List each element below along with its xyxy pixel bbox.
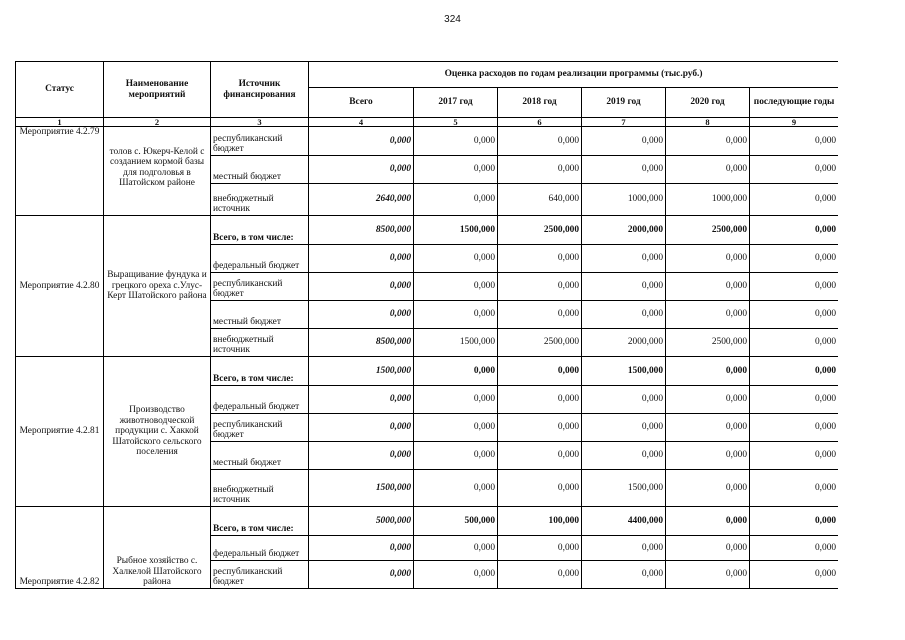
value-2020: 0,000 [666, 442, 750, 470]
value-2019: 1500,000 [582, 357, 666, 386]
funding-source-cell [211, 329, 309, 357]
value-total: 0,000 [309, 414, 414, 442]
funding-source-text: Всего, в том числе: [213, 233, 294, 244]
header-name: Наименование мероприятий [104, 62, 211, 118]
table-row [16, 357, 839, 386]
value-total: 0,000 [309, 156, 414, 184]
value-2018: 2500,000 [498, 216, 582, 245]
value-2019: 4400,000 [582, 507, 666, 536]
value-2019: 0,000 [582, 156, 666, 184]
value-total: 0,000 [309, 273, 414, 301]
value-2020: 0,000 [666, 470, 750, 507]
column-number: 6 [498, 118, 582, 127]
funding-source-cell [211, 245, 309, 273]
value-2020: 0,000 [666, 386, 750, 414]
status-cell [16, 357, 104, 507]
column-number: 4 [309, 118, 414, 127]
funding-source-cell [211, 216, 309, 245]
measure-name-text: Рыбное хозяйство с. Халкелой Шатойского района [112, 556, 202, 588]
value-2020: 0,000 [666, 156, 750, 184]
budget-table-container [15, 61, 838, 601]
value-total: 2640,000 [309, 184, 414, 216]
value-2020: 2500,000 [666, 216, 750, 245]
measure-name-cell [104, 127, 211, 216]
funding-source-cell [211, 414, 309, 442]
column-number: 3 [211, 118, 309, 127]
value-next-years: 0,000 [750, 386, 839, 414]
column-number: 5 [414, 118, 498, 127]
value-2018: 0,000 [498, 357, 582, 386]
header-2017: 2017 год [414, 88, 498, 118]
funding-source-text: внебюджетный источник [213, 193, 274, 215]
funding-source-cell [211, 442, 309, 470]
value-total: 0,000 [309, 301, 414, 329]
funding-source-cell [211, 561, 309, 589]
value-total: 0,000 [309, 561, 414, 589]
funding-source-text: республиканский бюджет [213, 419, 283, 441]
value-2020: 0,000 [666, 561, 750, 589]
value-total: 0,000 [309, 386, 414, 414]
funding-source-text: федеральный бюджет [213, 261, 300, 272]
value-total: 5000,000 [309, 507, 414, 536]
status-text: Мероприятие 4.2.82 [19, 577, 100, 588]
value-next-years: 0,000 [750, 442, 839, 470]
value-2019: 0,000 [582, 273, 666, 301]
value-total: 0,000 [309, 442, 414, 470]
value-next-years: 0,000 [750, 329, 839, 357]
table-body [16, 127, 839, 589]
value-next-years: 0,000 [750, 561, 839, 589]
measure-name-cell [104, 357, 211, 507]
table-row [16, 127, 839, 156]
value-2019: 2000,000 [582, 216, 666, 245]
status-cell [16, 216, 104, 357]
measure-name-cell [104, 507, 211, 589]
value-next-years: 0,000 [750, 414, 839, 442]
value-2017: 0,000 [414, 127, 498, 156]
funding-source-cell [211, 273, 309, 301]
value-next-years: 0,000 [750, 273, 839, 301]
value-2017: 1500,000 [414, 329, 498, 357]
value-2019: 0,000 [582, 442, 666, 470]
value-2019: 0,000 [582, 536, 666, 561]
funding-source-text: республиканский бюджет [213, 278, 283, 300]
budget-table [15, 61, 838, 589]
value-total: 0,000 [309, 127, 414, 156]
column-number: 9 [750, 118, 839, 127]
header-estimate: Оценка расходов по годам реализации программы (тыс.руб.) [309, 62, 839, 88]
status-cell [16, 127, 104, 216]
value-total: 8500,000 [309, 216, 414, 245]
funding-source-cell [211, 470, 309, 507]
table-row [16, 216, 839, 245]
value-2017: 0,000 [414, 414, 498, 442]
funding-source-cell [211, 507, 309, 536]
measure-name-text: толов с. Юкерч-Келой с созданием кормой базы для подголовья в Шатойском районе [109, 146, 205, 189]
status-text: Мероприятие 4.2.81 [19, 426, 100, 437]
value-total: 8500,000 [309, 329, 414, 357]
status-text: Мероприятие 4.2.79 [19, 127, 100, 137]
measure-name-clip [106, 127, 208, 189]
value-2018: 0,000 [498, 127, 582, 156]
value-total: 0,000 [309, 245, 414, 273]
value-2019: 2000,000 [582, 329, 666, 357]
value-2020: 0,000 [666, 273, 750, 301]
funding-source-text: внебюджетный источник [213, 334, 274, 356]
funding-source-text: республиканский бюджет [213, 566, 283, 588]
value-next-years: 0,000 [750, 184, 839, 216]
value-2018: 640,000 [498, 184, 582, 216]
measure-name-text: Выращивание фундука и грецкого ореха с.Улус-Керт Шатойского района [107, 270, 207, 302]
funding-source-cell [211, 386, 309, 414]
value-2020: 0,000 [666, 414, 750, 442]
value-2018: 0,000 [498, 156, 582, 184]
value-2018: 0,000 [498, 470, 582, 507]
header-2019: 2019 год [582, 88, 666, 118]
value-next-years: 0,000 [750, 507, 839, 536]
value-2019: 0,000 [582, 245, 666, 273]
status-cell [16, 507, 104, 589]
funding-source-text: Всего, в том числе: [213, 374, 294, 385]
value-next-years: 0,000 [750, 127, 839, 156]
column-number: 2 [104, 118, 211, 127]
value-2017: 0,000 [414, 273, 498, 301]
value-2017: 0,000 [414, 386, 498, 414]
funding-source-cell [211, 357, 309, 386]
value-next-years: 0,000 [750, 357, 839, 386]
value-2019: 0,000 [582, 561, 666, 589]
value-2019: 0,000 [582, 386, 666, 414]
value-2018: 100,000 [498, 507, 582, 536]
value-total: 1500,000 [309, 470, 414, 507]
funding-source-text: республиканский бюджет [213, 133, 283, 155]
funding-source-text: местный бюджет [213, 172, 281, 183]
value-2020: 2500,000 [666, 329, 750, 357]
value-2018: 0,000 [498, 561, 582, 589]
value-2019: 0,000 [582, 127, 666, 156]
funding-source-cell [211, 184, 309, 216]
funding-source-text: федеральный бюджет [213, 402, 300, 413]
value-2019: 0,000 [582, 414, 666, 442]
funding-source-cell [211, 127, 309, 156]
measure-name-text: Производство животноводческой продукции с. Хаккой Шатойского сельского поселения [112, 405, 202, 458]
value-2017: 0,000 [414, 357, 498, 386]
value-2017: 0,000 [414, 184, 498, 216]
header-total: Всего [309, 88, 414, 118]
value-2020: 0,000 [666, 536, 750, 561]
column-number: 7 [582, 118, 666, 127]
value-2017: 0,000 [414, 470, 498, 507]
value-next-years: 0,000 [750, 470, 839, 507]
funding-source-text: местный бюджет [213, 317, 281, 328]
value-total: 1500,000 [309, 357, 414, 386]
funding-source-text: местный бюджет [213, 458, 281, 469]
column-number-row [16, 118, 839, 127]
value-next-years: 0,000 [750, 536, 839, 561]
status-text: Мероприятие 4.2.80 [19, 280, 100, 291]
funding-source-cell [211, 156, 309, 184]
funding-source-text: федеральный бюджет [213, 549, 300, 560]
value-2020: 0,000 [666, 245, 750, 273]
header-2020: 2020 год [666, 88, 750, 118]
value-2020: 0,000 [666, 357, 750, 386]
page-number: 324 [444, 14, 461, 25]
value-2020: 0,000 [666, 507, 750, 536]
value-2018: 0,000 [498, 536, 582, 561]
funding-source-cell [211, 536, 309, 561]
value-2017: 0,000 [414, 561, 498, 589]
value-2018: 0,000 [498, 442, 582, 470]
funding-source-text: Всего, в том числе: [213, 524, 294, 535]
value-2018: 0,000 [498, 245, 582, 273]
funding-source-text: внебюджетный источник [213, 484, 274, 506]
value-2019: 1000,000 [582, 184, 666, 216]
measure-name-cell [104, 216, 211, 357]
funding-source-cell [211, 301, 309, 329]
value-2017: 0,000 [414, 442, 498, 470]
value-2018: 0,000 [498, 386, 582, 414]
value-2020: 0,000 [666, 127, 750, 156]
value-2018: 2500,000 [498, 329, 582, 357]
table-row [16, 507, 839, 536]
value-2019: 0,000 [582, 301, 666, 329]
value-2018: 0,000 [498, 301, 582, 329]
value-2017: 0,000 [414, 156, 498, 184]
value-2017: 1500,000 [414, 216, 498, 245]
column-number: 1 [16, 118, 104, 127]
column-number: 8 [666, 118, 750, 127]
header-status: Статус [16, 62, 104, 118]
value-2018: 0,000 [498, 273, 582, 301]
header-2018: 2018 год [498, 88, 582, 118]
header-next-years: последующие годы [750, 88, 839, 118]
value-next-years: 0,000 [750, 216, 839, 245]
value-total: 0,000 [309, 536, 414, 561]
header-source: Источник финансирования [211, 62, 309, 118]
value-2020: 0,000 [666, 301, 750, 329]
value-2018: 0,000 [498, 414, 582, 442]
value-2017: 0,000 [414, 536, 498, 561]
value-2019: 1500,000 [582, 470, 666, 507]
value-next-years: 0,000 [750, 156, 839, 184]
value-2017: 0,000 [414, 245, 498, 273]
value-next-years: 0,000 [750, 301, 839, 329]
value-2017: 0,000 [414, 301, 498, 329]
value-2020: 1000,000 [666, 184, 750, 216]
value-2017: 500,000 [414, 507, 498, 536]
value-next-years: 0,000 [750, 245, 839, 273]
